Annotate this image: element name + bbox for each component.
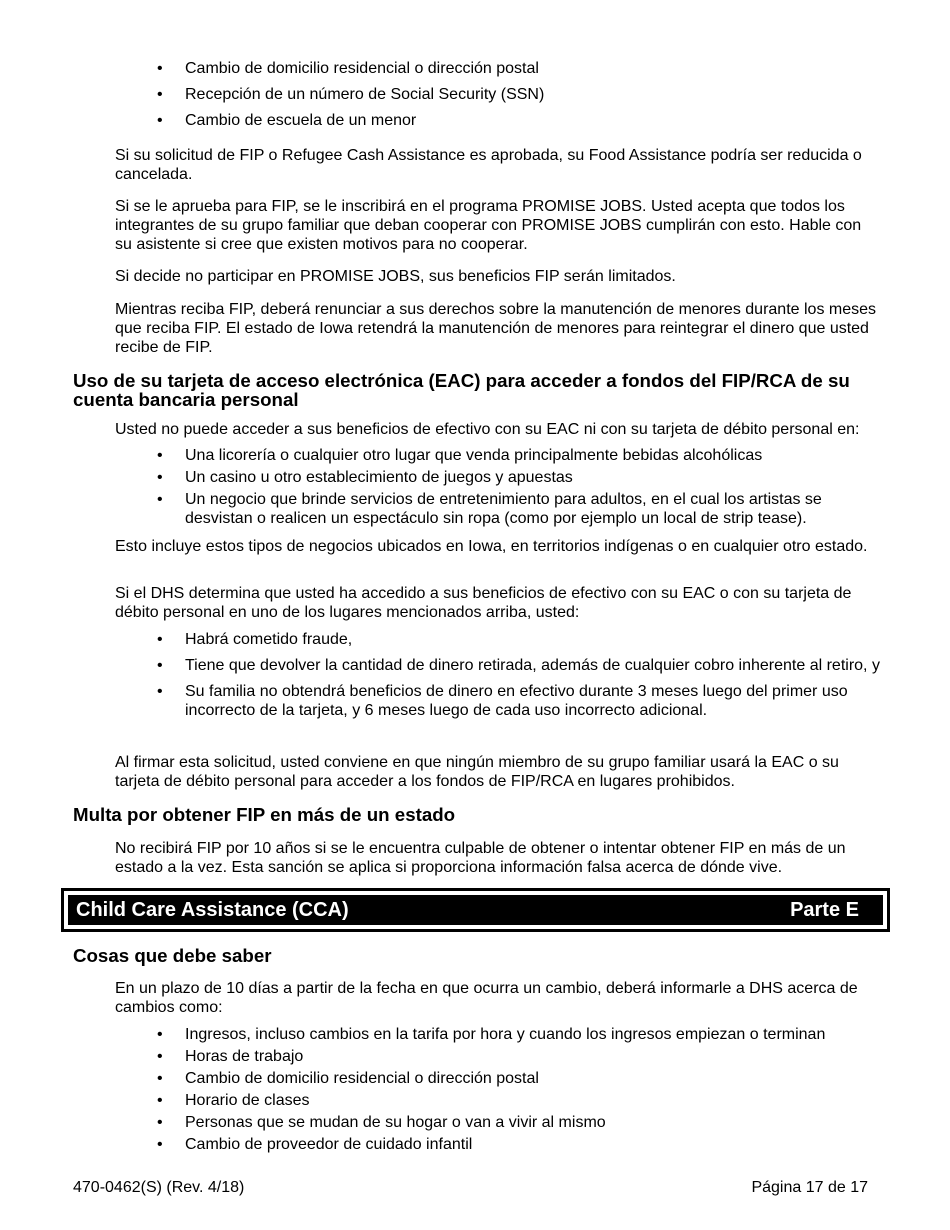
list-item: • Cambio de proveedor de cuidado infantil	[157, 1136, 473, 1153]
bullet-icon: •	[157, 60, 163, 77]
list-item: • Tiene que devolver la cantidad de dinero retirada, además de cualquier cobro inherente al retiro, y	[157, 657, 880, 674]
bullet-icon: •	[157, 657, 163, 674]
list-item: • Recepción de un número de Social Security (SSN)	[157, 86, 545, 103]
paragraph-multa: No recibirá FIP por 10 años si se le encuentra culpable de obtener o intentar obtener FIP en más de un estado a la vez. Esta sanción se aplica si proporciona información falsa acerca de dónde vive.	[115, 840, 846, 876]
list-item: • Cambio de domicilio residencial o dirección postal	[157, 1070, 539, 1087]
paragraph-no-participar: Si decide no participar en PROMISE JOBS, sus beneficios FIP serán limitados.	[115, 268, 676, 285]
list-item: • Un casino u otro establecimiento de juegos y apuestas	[157, 469, 573, 486]
list-item: • Cambio de escuela de un menor	[157, 112, 417, 129]
heading-eac: Uso de su tarjeta de acceso electrónica (EAC) para acceder a fondos del FIP/RCA de su cuenta bancaria personal	[73, 370, 850, 410]
footer-page-number: Página 17 de 17	[751, 1179, 868, 1196]
heading-cosas: Cosas que debe saber	[73, 945, 272, 966]
paragraph-dhs-determina: Si el DHS determina que usted ha accedido a sus beneficios de efectivo con su EAC o con su tarjeta de débito personal en uno de los lugares mencionados arriba, usted:	[115, 585, 852, 621]
list-item: • Horas de trabajo	[157, 1048, 304, 1065]
footer-form-number: 470-0462(S) (Rev. 4/18)	[73, 1179, 245, 1196]
list-item: • Una licorería o cualquier otro lugar que venda principalmente bebidas alcohólicas	[157, 447, 763, 464]
bullet-icon: •	[157, 1092, 163, 1109]
paragraph-fip-reduce: Si su solicitud de FIP o Refugee Cash Assistance es aprobada, su Food Assistance podría ser reducida o cancelada.	[115, 147, 862, 183]
list-item: • Su familia no obtendrá beneficios de dinero en efectivo durante 3 meses luego del primer uso incorrecto de la tarjeta, y 6 meses luego de cada uso incorrecto adicional.	[157, 683, 848, 719]
bullet-icon: •	[157, 631, 163, 648]
bullet-icon: •	[157, 1114, 163, 1131]
section-title: Child Care Assistance (CCA)	[76, 899, 349, 921]
bullet-icon: •	[157, 1136, 163, 1153]
bullet-icon: •	[157, 1070, 163, 1087]
paragraph-plazo: En un plazo de 10 días a partir de la fecha en que ocurra un cambio, deberá informarle a DHS acerca de cambios como:	[115, 980, 858, 1016]
list-item: • Horario de clases	[157, 1092, 310, 1109]
bullet-icon: •	[157, 112, 163, 129]
list-item: • Ingresos, incluso cambios en la tarifa por hora y cuando los ingresos empiezan o terminan	[157, 1026, 826, 1043]
paragraph-promise-jobs: Si se le aprueba para FIP, se le inscribirá en el programa PROMISE JOBS. Usted acepta que todos los integrantes de su grupo familiar que deban cooperar con PROMISE JOBS cumplirán con esto. Hable con su asistente si cree que existen motivos para no cooperar.	[115, 198, 862, 253]
change-list	[0, 59, 950, 137]
eac-prohibited-list	[0, 446, 950, 531]
consequences-list	[0, 630, 950, 727]
bullet-icon: •	[157, 86, 163, 103]
bullet-icon: •	[157, 1026, 163, 1043]
paragraph-eac-intro: Usted no puede acceder a sus beneficios de efectivo con su EAC ni con su tarjeta de débito personal en:	[115, 421, 860, 438]
section-part-label: Parte E	[790, 899, 859, 921]
section-header-cca	[61, 888, 890, 932]
paragraph-firmar: Al firmar esta solicitud, usted conviene en que ningún miembro de su grupo familiar usará la EAC o su tarjeta de débito personal para acceder a los fondos de FIP/RCA en lugares prohibidos.	[115, 754, 839, 790]
bullet-icon: •	[157, 1048, 163, 1065]
paragraph-manutencion: Mientras reciba FIP, deberá renunciar a sus derechos sobre la manutención de menores durante los meses que reciba FIP. El estado de Iowa retendrá la manutención de menores para reintegrar el dinero que usted recibe de FIP.	[115, 301, 877, 356]
bullet-icon: •	[157, 491, 163, 508]
bullet-icon: •	[157, 447, 163, 464]
section-header-fill	[68, 895, 883, 925]
cca-change-list	[0, 1025, 950, 1157]
paragraph-incluye: Esto incluye estos tipos de negocios ubicados en Iowa, en territorios indígenas o en cualquier otro estado.	[115, 538, 868, 555]
list-item: • Un negocio que brinde servicios de entretenimiento para adultos, en el cual los artistas se desvistan o realicen un espectáculo sin ropa (como por ejemplo un local de strip tease).	[157, 491, 822, 527]
bullet-icon: •	[157, 469, 163, 486]
list-item: • Personas que se mudan de su hogar o van a vivir al mismo	[157, 1114, 606, 1131]
list-item: • Habrá cometido fraude,	[157, 631, 353, 648]
bullet-icon: •	[157, 683, 163, 700]
heading-multa: Multa por obtener FIP en más de un estado	[73, 804, 456, 825]
list-item: • Cambio de domicilio residencial o dirección postal	[157, 60, 539, 77]
